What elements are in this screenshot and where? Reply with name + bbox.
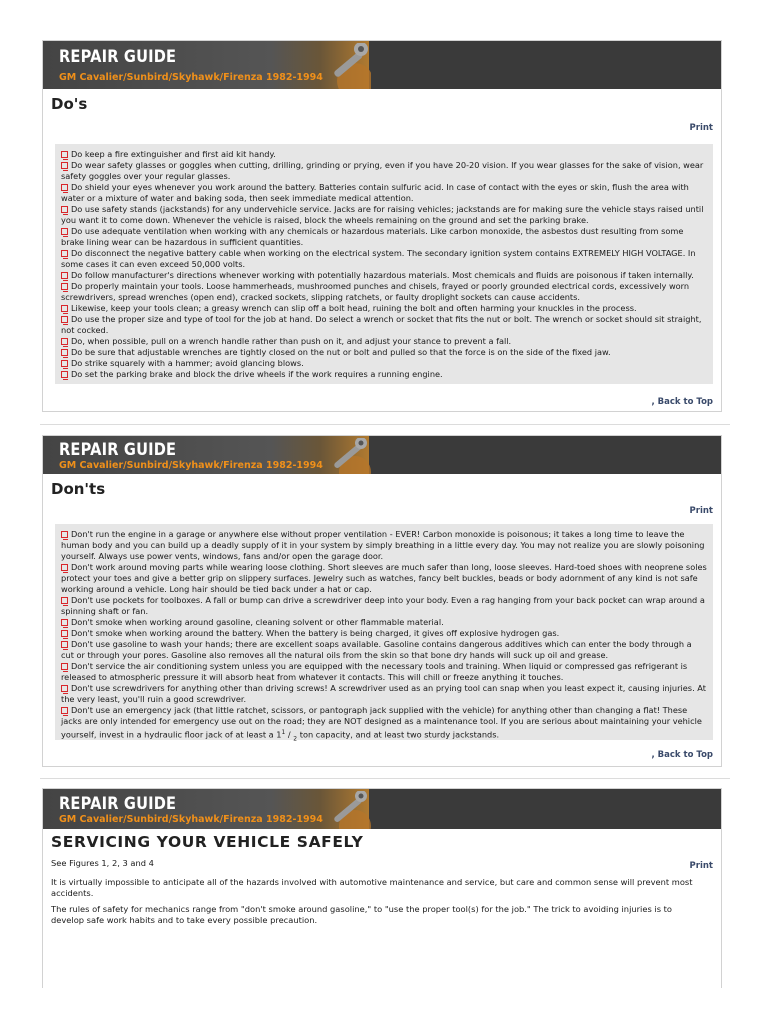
list-item [61,595,707,617]
list-item [61,226,707,248]
bullet-icon [61,206,68,213]
bullet-icon [61,685,68,692]
bullet-icon [61,619,68,626]
rules-paragraph: The rules of safety for mechanics range from "don't smoke around gasoline," to "use the proper tool(s) for the job." The trick to avoiding injuries is to develop safe work habits and to take every possible precaution. [51,904,673,925]
list-item-text: Do follow manufacturer's directions whenever working with potentially hazardous materials. Most chemicals and fluids are poisonous if taken internally. [71,270,694,280]
servicing-section [42,788,722,988]
list-item-text: Don't use pockets for toolboxes. A fall or bump can drive a screwdriver deep into your body. Even a rag hanging from your back pocket can wrap around a spinning shaft or fan. [61,595,705,616]
list-item-text: Do use safety stands (jackstands) for any undervehicle service. Jacks are for raising vehicles; jackstands are for making sure the vehicle stays raised until you want it to come down. Whenever the vehicle is raised, block the wheels remaining on the ground and set the parking brake. [61,204,704,225]
list-item [61,248,707,270]
list-item [61,303,707,314]
list-item-text: Likewise, keep your tools clean; a greasy wrench can slip off a bolt head, ruining the bolt and often harming your knuckles in the process. [71,303,637,313]
print-link[interactable]: Print [689,123,713,133]
bullet-icon [61,641,68,648]
list-item [61,639,707,661]
fraction-denominator: 2 [293,735,298,743]
bullet-icon [61,360,68,367]
page-title: SERVICING YOUR VEHICLE SAFELY [51,833,364,851]
list-item-text: Do keep a fire extinguisher and first aid kit handy. [71,149,276,159]
bullet-icon [61,597,68,604]
repair-guide-banner [43,436,721,474]
bullet-icon [61,564,68,571]
back-to-top-link[interactable]: , Back to Top [651,397,713,407]
list-item [61,182,707,204]
list-item-text: ton capacity, and at least two sturdy jackstands. [297,729,500,740]
list-item [61,149,707,160]
list-item-text: Do, when possible, pull on a wrench handle rather than push on it, and adjust your stance to prevent a fall. [71,336,512,346]
list-item-text: Don't run the engine in a garage or anywhere else without proper ventilation - EVER! Carbon monoxide is poisonous; it takes a long time to leave the human body and you can build up a deadly supply of it in your system by simply breathing in a little every day. You may not realize you are slowly poisoning yourself. Always use power vents, windows, fans and/or open the garage door. [61,529,705,561]
list-item [61,281,707,303]
list-item-text: Don't smoke when working around the battery. When the battery is being charged, it gives off explosive hydrogen gas. [71,628,560,638]
bullet-icon [61,707,68,714]
bullet-icon [61,228,68,235]
bullet-icon [61,316,68,323]
bullet-icon [61,151,68,158]
list-item-text: Don't smoke when working around gasoline, cleaning solvent or other flammable material. [71,617,444,627]
bullet-icon [61,349,68,356]
list-item-text: Don't use an emergency jack (that little ratchet, scissors, or pantograph jack supplied with the vehicle) for anything other than changing a flat! These jacks are only intended for emergency use out on the road; they are NOT designed as a maintenance tool. If you are serious about maintaining your vehicle yourself, invest in a hydraulic floor jack of at least a 1 [61,705,702,740]
bullet-icon [61,283,68,290]
banner-title: REPAIR GUIDE [59,47,177,67]
fraction-numerator: 1 [281,729,286,736]
list-item [61,204,707,226]
list-item [61,661,707,683]
list-item-text: Don't use gasoline to wash your hands; there are excellent soaps available. Gasoline contains dangerous additives which can enter the body through a cut or through your pores. Gasoline also removes all the natural oils from the skin so that bone dry hands will suck up oil and grease. [61,639,692,660]
bullet-icon [61,250,68,257]
list-item [61,347,707,358]
list-item [61,683,707,705]
bullet-icon [61,305,68,312]
list-item-text: Don't service the air conditioning system unless you are equipped with the necessary tools and training. When liquid or compressed gas refrigerant is released to atmospheric pressure it will absorb heat from whatever it contacts. This will chill or freeze anything it touches. [61,661,688,682]
list-item [61,617,707,628]
list-item [61,160,707,182]
list-item [61,314,707,336]
list-item [61,358,707,369]
list-item-text: Do strike squarely with a hammer; avoid glancing blows. [71,358,304,368]
see-figures-text: See Figures 1, 2, 3 and 4 [51,858,154,868]
list-item-text: Do use adequate ventilation when working with any chemicals or hazardous materials. Like carbon monoxide, the asbestos dust resulting from some brake lining wear can be hazardous in sufficient quantities. [61,226,684,247]
bullet-icon [61,531,68,538]
list-item [61,628,707,639]
bullet-icon [61,338,68,345]
print-link[interactable]: Print [689,506,713,516]
list-item-text: Do set the parking brake and block the drive wheels if the work requires a running engine. [71,369,443,379]
bullet-icon [61,184,68,191]
banner-subtitle: GM Cavalier/Sunbird/Skyhawk/Firenza 1982-1994 [59,460,323,471]
bullet-icon [61,663,68,670]
donts-section [42,435,722,767]
list-item: Don't use an emergency jack (that little ratchet, scissors, or pantograph jack supplied with the vehicle) for anything other than changing a flat! These jacks are only intended for emergency use out on the road; they are NOT designed as a maintenance tool. If you are serious about maintaining your vehicle yourself, invest in a hydraulic floor jack of at least a $1^1 / _2$ ton capacity, and at least two sturdy jackstands. [61,705,702,743]
repair-guide-banner [43,41,721,89]
list-item-text: Do use the proper size and type of tool for the job at hand. Do select a wrench or socket that fits the nut or bolt. The wrench or socket should sit straight, not cocked. [61,314,702,335]
banner-title: REPAIR GUIDE [59,440,177,460]
list-item-text: Do disconnect the negative battery cable when working on the electrical system. The secondary ignition system contains EXTREMELY HIGH VOLTAGE. In some cases it can even exceed 50,000 volts. [61,248,696,269]
donts-list [55,524,713,743]
list-item [61,369,707,380]
list-item-text: Don't work around moving parts while wearing loose clothing. Short sleeves are much safer than long, loose sleeves. Hard-toed shoes with neoprene soles protect your toes and give a better grip on slippery surfaces. Jewelry such as watches, fancy belt buckles, beads or body adornment of any kind is not safe working around a vehicle. Long hair should be tied back under a hat or cap. [61,562,707,594]
back-to-top-link[interactable]: , Back to Top [651,750,713,760]
repair-guide-banner [43,789,721,829]
intro-paragraph: It is virtually impossible to anticipate all of the hazards involved with automotive maintenance and service, but care and common sense will prevent most accidents. [51,877,693,898]
banner-subtitle: GM Cavalier/Sunbird/Skyhawk/Firenza 1982-1994 [59,814,323,825]
list-item-text: Do wear safety glasses or goggles when cutting, drilling, grinding or prying, even if you have 20-20 vision. If you wear glasses for the sake of vision, wear safety goggles over your regular glasses. [61,160,704,181]
list-item-text: Do be sure that adjustable wrenches are tightly closed on the nut or bolt and pulled so that the force is on the side of the fixed jaw. [71,347,611,357]
bullet-icon [61,272,68,279]
bullet-icon [61,630,68,637]
print-link[interactable]: Print [689,861,713,871]
list-item [61,336,707,347]
list-item-text: Don't use screwdrivers for anything other than driving screws! A screwdriver used as an prying tool can snap when you least expect it, causing injuries. At the very least, you'll ruin a good screwdriver. [61,683,706,704]
bullet-icon [61,162,68,169]
page-title: Do's [51,95,88,113]
list-item [61,562,707,595]
banner-title: REPAIR GUIDE [59,794,177,814]
banner-subtitle: GM Cavalier/Sunbird/Skyhawk/Firenza 1982-1994 [59,72,323,83]
list-item-text: Do properly maintain your tools. Loose hammerheads, mushroomed punches and chisels, frayed or poorly grounded electrical cords, excessively worn screwdrivers, spread wrenches (open end), cracked sockets, slipping ratchets, or faulty droplight sockets can cause accidents. [61,281,690,302]
dos-section [42,40,722,412]
list-item [61,529,707,562]
list-item-text: Do shield your eyes whenever you work around the battery. Batteries contain sulfuric acid. In case of contact with the eyes or skin, flush the area with water or a mixture of water and baking soda, then seek immediate medical attention. [61,182,689,203]
bullet-icon [61,371,68,378]
dos-list [55,144,713,384]
list-item [61,270,707,281]
page-title: Don'ts [51,480,106,498]
